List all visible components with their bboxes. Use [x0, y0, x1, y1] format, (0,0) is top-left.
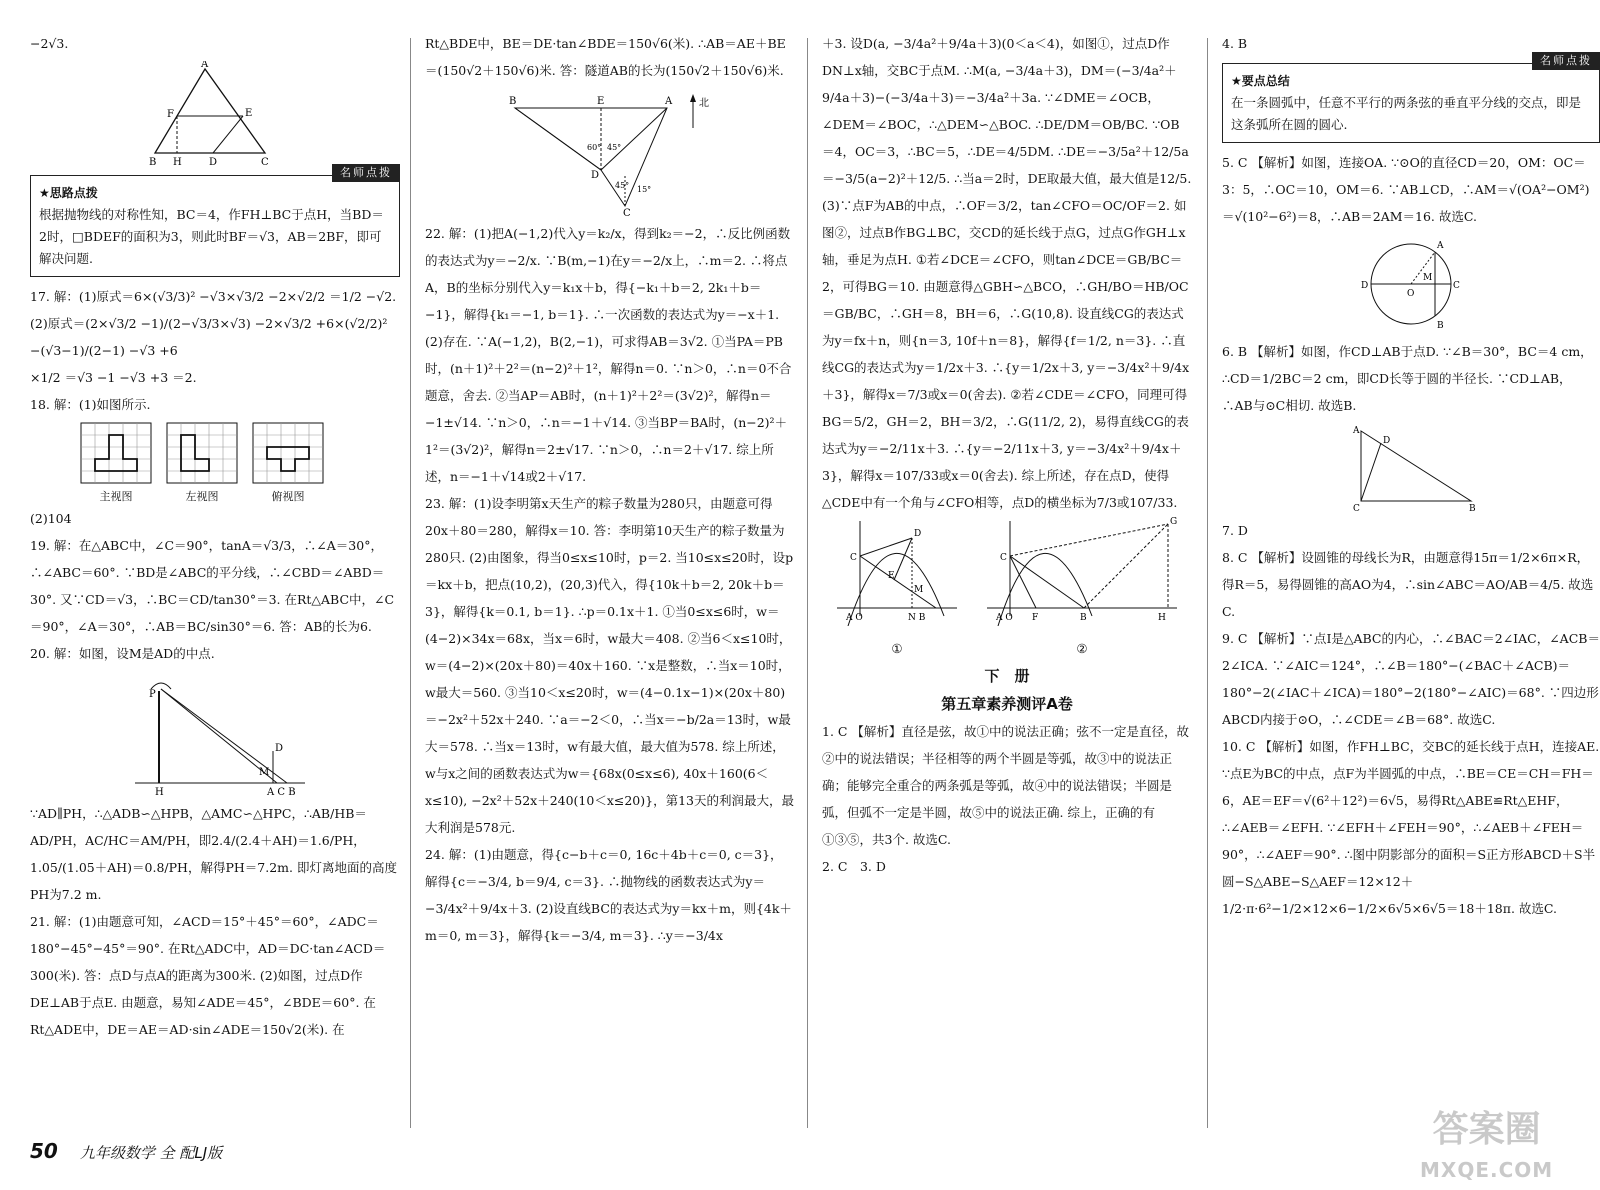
- q20-solution: ∵AD∥PH，∴△ADB∽△HPB，△AMC∽△HPC，∴AB/HB＝AD/PH，AC/HC＝AM/PH，即2.4/(2.4＋AH)＝1.6/PH，1.05/(1.05＋AH)＝0.8/PH，解得PH＝7.2m. 即灯离地面的高度PH为7.2 m.: [30, 806, 397, 902]
- test-title: 第五章素养测评A卷: [941, 695, 1073, 713]
- column-1: [30, 30, 400, 1120]
- svg-text:A O: A O: [846, 613, 863, 623]
- q24-continued: ＋3. 设D(a, −3/4a²＋9/4a＋3)(0＜a＜4)，如图①，过点D作DN⊥x轴，交BC于点M. ∴M(a, −3/4a＋3)，DM＝(−3/4a²＋9/4a＋3)−(−3/4a＋3)＝−3/4a²＋3a. ∵∠DME＝∠OCB，∠DEM＝∠BOC，∴△DEM∽△BOC. ∴DE/DM＝OB/BC. ∵OB＝4，OC＝3，∴BC＝5，∴DE＝4/5DM. ∴DE＝−3/5a²＋12/5a＝−3/5(a−2)²＋12/5. ∴当a＝2时，DE取最大值，最大值是12/5.: [822, 36, 1192, 186]
- q21-continued: Rt△BDE中，BE＝DE·tan∠BDE＝150√6(米). ∴AB＝AE＋BE＝(150√2＋150√6)米. 答：隧道AB的长为(150√2＋150√6)米.: [425, 36, 786, 78]
- top-view: [252, 422, 324, 505]
- svg-text:G: G: [1170, 517, 1178, 527]
- svg-text:B: B: [1437, 321, 1444, 331]
- q19: 19. 解：在△ABC中，∠C＝90°，tanA＝√3/3，∴∠A＝30°，∴∠ABC＝60°. ∵BD是∠ABC的平分线，∴∠CBD＝∠ABD＝30°. 又∵CD＝√3，∴BC＝CD/tan30°＝3. 在Rt△ABC中，∠C＝90°，∠A＝30°，∴AB＝BC/sin30°＝6. 答：AB的长为6.: [30, 538, 395, 634]
- tip-text: 根据抛物线的对称性知，BC＝4，作FH⊥BC于点H，当BD＝2时，□BDEF的面积为3，则此时BF＝√3，AB＝2BF，即可解决问题.: [39, 207, 384, 266]
- watermark-logo: [1420, 1110, 1553, 1190]
- figure-1-label: ①: [891, 641, 903, 656]
- q6: 6. B 【解析】如图，作CD⊥AB于点D. ∵∠B＝30°，BC＝4 cm，∴CD＝1/2BC＝2 cm，即CD长等于圆的半径长. ∵CD⊥AB，∴AB与⊙C相切. 故选B.: [1222, 344, 1593, 413]
- q23: 23. 解：(1)设李明第x天生产的粽子数量为280只，由题意可得20x＋80＝280，解得x＝10. 答：李明第10天生产的粽子数量为280只. (2)由图象，得当0≤x≤10时，p＝2. 当10≤x≤20时，设p＝kx＋b，把点(10,2)，(20,3)代入，得{10k＋b＝2, 20k＋b＝3}，解得{k＝0.1, b＝1}. ∴p＝0.1x＋1. ①当0≤x≤6时，w＝(4−2)×34x＝68x，当x＝6时，w最大＝408. ②当6＜x≤10时，w＝(4−2)×(20x＋80)＝40x＋160. ∵x是整数，∴当x＝10时，w最大＝560. ③当10＜x≤20时，w＝(4−0.1x−1)×(20x＋80)＝−2x²＋52x＋240. ∵a＝−2＜0，∴当x＝−b/2a＝13时，w最大＝578. ∴当x＝13时，w有最大值，最大值为578. 综上所述，w与x之间的函数表达式为w＝{68x(0≤x≤6), 40x＋160(6＜x≤10), −2x²＋52x＋240(10＜x≤20)}，第13天的利润最大，最大利润是578元.: [425, 496, 795, 835]
- svg-text:15°: 15°: [637, 185, 652, 194]
- svg-text:C: C: [261, 157, 269, 168]
- svg-text:H: H: [155, 787, 164, 796]
- q17-part1: 17. 解：(1)原式＝6×(√3/3)² −√3×√3/2 −2×√2/2 ＝1/2 −√2.: [30, 289, 397, 304]
- column-4: [1222, 30, 1600, 1120]
- q7: 7. D: [1222, 523, 1248, 538]
- svg-text:A: A: [665, 96, 673, 107]
- summary-box: [1222, 54, 1600, 143]
- svg-text:N B: N B: [908, 613, 926, 623]
- q24: 24. 解：(1)由题意，得{c−b＋c＝0, 16c＋4b＋c＝0, c＝3}，解得{c＝−3/4, b＝9/4, c＝3}. ∴抛物线的函数表达式为y＝−3/4x²＋9/4x＋3. (2)设直线BC的表达式为y＝kx＋m，则{4k＋m＝0, m＝3}，解得{k＝−3/4, m＝3}. ∴y＝−3/4x: [425, 847, 792, 943]
- q21: 21. 解：(1)由题意可知，∠ACD＝15°＋45°＝60°，∠ADC＝180°−45°−45°＝90°. 在Rt△ADC中，AD＝DC·tan∠ACD＝300(米). 答：点D与点A的距离为300米. (2)如图，过点D作DE⊥AB于点E. 由题意，易知∠ADE＝45°，∠BDE＝60°. 在Rt△ADE中，DE＝AE＝AD·sin∠ADE＝150√2(米). 在: [30, 914, 386, 1037]
- page-footer: [30, 1138, 222, 1167]
- svg-text:D: D: [1383, 436, 1391, 446]
- front-view: [80, 422, 152, 505]
- watermark-line1: 答案圈: [1432, 1109, 1541, 1150]
- svg-text:C: C: [850, 553, 857, 563]
- q8: 8. C 【解析】设圆锥的母线长为R，由题意得15π＝1/2×6π×R，得R＝5，易得圆锥的高AO为4，∴sin∠ABC＝AO/AB＝4/5. 故选C.: [1222, 550, 1594, 619]
- figure-1: [832, 516, 962, 662]
- svg-text:60°: 60°: [587, 143, 602, 152]
- column-3: [822, 30, 1192, 1120]
- q4: 4. B: [1222, 36, 1248, 51]
- svg-text:H: H: [1158, 613, 1166, 623]
- svg-text:C: C: [1453, 281, 1460, 291]
- svg-text:45°: 45°: [615, 181, 630, 190]
- q10: 10. C 【解析】如图，作FH⊥BC，交BC的延长线于点H，连接AE. ∵点E为BC的中点，点F为半圆弧的中点，∴BE＝CE＝CH＝FH＝6，AE＝EF＝√(6²＋12²)＝6√5，易得Rt△ABE≌Rt△EHF，∴∠AEB＝∠EFH. ∵∠EFH＋∠FEH＝90°，∴∠AEB＋∠FEH＝90°，∴∠AEF＝90°. ∴图中阴影部分的面积＝S正方形ABCD＋S半圆−S△ABE−S△AEF＝12×12＋1/2·π·6²−1/2×12×6−1/2×6√5×6√5＝18＋18π. 故选C.: [1222, 739, 1600, 916]
- parabola-figures: [822, 516, 1192, 662]
- svg-text:45°: 45°: [607, 143, 622, 152]
- svg-text:C: C: [1000, 553, 1007, 563]
- q18-part2: (2)104: [30, 511, 72, 526]
- right-triangle-figure: [1341, 423, 1481, 513]
- book-title: 九年级数学 全 配LJ版: [79, 1144, 223, 1162]
- svg-text:F: F: [1032, 613, 1039, 623]
- summary-title: ★要点总结: [1231, 74, 1290, 88]
- column-divider: [1207, 38, 1208, 1128]
- tunnel-figure: [495, 88, 725, 216]
- summary-tag: 名师点拨: [1532, 52, 1600, 70]
- q2-q3: 2. C 3. D: [822, 859, 886, 874]
- q5: 5. C 【解析】如图，连接OA. ∵⊙O的直径CD＝20，OM：OC＝3：5，∴OC＝10，OM＝6. ∵AB⊥CD，∴AM＝√(OA²−OM²)＝√(10²−6²)＝8，∴AB＝2AM＝16. 故选C.: [1222, 155, 1590, 224]
- svg-text:E: E: [597, 96, 605, 107]
- svg-text:D: D: [209, 157, 218, 168]
- q24-part3: (3)∵点F为AB的中点，∴OF＝3/2，tan∠CFO＝OC/OF＝2. 如图②，过点B作BG⊥BC，交CD的延长线于点G，过点G作GH⊥x轴，垂足为点H. ①若∠DCE＝∠CFO，则tan∠DCE＝GB/BC＝2，可得BG＝10. 由题意得△GBH∽△BCO，∴GH/BO＝HB/OC＝GB/BC，∴GH＝8，BH＝6，∴G(10,8). 设直线CG的表达式为y＝fx＋n，则{n＝3, 10f＋n＝8}，解得{f＝1/2, n＝3}. ∴直线CG的表达式为y＝1/2x＋3. ∴{y＝1/2x＋3, y＝−3/4x²＋9/4x＋3}，解得x＝7/3或x＝0(舍去). ②若∠CDE＝∠CFO，同理可得BG＝5/2，GH＝2，BH＝3/2，∴G(11/2, 2)，易得直线CG的表达式为y＝−2/11x＋3. ∴{y＝−2/11x＋3, y＝−3/4x²＋9/4x＋3}，解得x＝107/33或x＝0(舍去). 综上所述，存在点D，使得△CDE中有一个角与∠CFO相等，点D的横坐标为7/3或107/33.: [822, 198, 1190, 510]
- svg-text:A: A: [201, 61, 209, 70]
- svg-text:B: B: [1080, 613, 1087, 623]
- svg-text:A: A: [1437, 241, 1444, 251]
- figure-2: [982, 516, 1182, 662]
- summary-text: 在一条圆弧中，任意不平行的两条弦的垂直平分线的交点，即是这条弧所在圆的圆心.: [1231, 95, 1582, 132]
- tip-box: [30, 166, 400, 277]
- north-label: 北: [699, 98, 709, 109]
- svg-text:M: M: [914, 585, 924, 595]
- svg-text:B: B: [149, 157, 157, 168]
- figure-2-label: ②: [1076, 641, 1088, 656]
- svg-text:B: B: [509, 96, 517, 107]
- q18: 18. 解：(1)如图所示.: [30, 397, 151, 412]
- svg-text:C: C: [623, 208, 631, 216]
- svg-text:B: B: [1469, 504, 1476, 513]
- q20: 20. 解：如图，设M是AD的中点.: [30, 646, 215, 661]
- three-views: [80, 422, 400, 505]
- left-view-label: 左视图: [185, 490, 219, 503]
- q9: 9. C 【解析】∵点I是△ABC的内心，∴∠BAC＝2∠IAC，∠ACB＝2∠ICA. ∵∠AIC＝124°，∴∠B＝180°−(∠BAC＋∠ACB)＝180°−2(∠IAC＋∠ICA)＝180°−2(180°−∠AIC)＝68°. ∵四边形ABCD内接于⊙O，∴∠CDE＝∠B＝68°. 故选C.: [1222, 631, 1600, 727]
- svg-text:P: P: [149, 689, 156, 700]
- svg-text:E: E: [245, 108, 253, 119]
- triangle-figure: [135, 61, 295, 169]
- svg-text:D: D: [591, 170, 600, 181]
- svg-text:C: C: [1353, 504, 1360, 513]
- lamp-figure: [115, 671, 315, 796]
- svg-text:A O: A O: [996, 613, 1013, 623]
- svg-text:A: A: [1353, 426, 1360, 436]
- svg-text:D: D: [275, 743, 284, 754]
- watermark-line2: MXQE.COM: [1420, 1158, 1554, 1182]
- top-view-label: 俯视图: [271, 490, 305, 503]
- svg-text:M: M: [259, 767, 270, 778]
- svg-text:M: M: [1423, 273, 1433, 283]
- column-2: [425, 30, 795, 1120]
- page-number: 50: [30, 1139, 58, 1163]
- section-title: 下 册: [984, 667, 1030, 685]
- q1: 1. C 【解析】直径是弦，故①中的说法正确；弦不一定是直径，故②中的说法错误；半径相等的两个半圆是等弧，故③中的说法正确；能够完全重合的两条弧是等弧，故④中的说法错误；半圆是弧，但弧不一定是半圆，故⑤中的说法正确. 综上，正确的有①③⑤，共3个. 故选C.: [822, 724, 1189, 847]
- answer-line: −2√3.: [30, 36, 69, 51]
- svg-text:D: D: [1361, 281, 1369, 291]
- column-divider: [807, 38, 808, 1128]
- svg-text:H: H: [173, 157, 182, 168]
- svg-text:F: F: [167, 109, 174, 120]
- svg-text:A C B: A C B: [267, 787, 296, 796]
- q17-part3: ×1/2 ＝√3 −1 −√3 +3 ＝2.: [30, 370, 197, 385]
- svg-text:D: D: [914, 529, 922, 539]
- front-view-label: 主视图: [99, 490, 133, 503]
- left-view: [166, 422, 238, 505]
- q22: 22. 解：(1)把A(−1,2)代入y＝k₂/x，得到k₂＝−2，∴反比例函数的表达式为y＝−2/x. ∵B(m,−1)在y＝−2/x上，∴m＝2. ∴将点A，B的坐标分别代入y＝k₁x＋b，得{−k₁＋b＝2, 2k₁＋b＝−1}，解得{k₁＝−1, b＝1}. ∴一次函数的表达式为y＝−x＋1. (2)存在. ∵A(−1,2)，B(2,−1)，可求得AB＝3√2. ①当PA＝PB时，(n＋1)²＋2²＝(n−2)²＋1²，解得n＝0. ∵n＞0，∴n＝0不合题意，舍去. ②当AP＝AB时，(n＋1)²＋2²＝(3√2)²，解得n＝−1±√14. ∵n＞0，∴n＝−1＋√14. ③当BP＝BA时，(n−2)²＋1²＝(3√2)²，解得n＝2±√17. ∵n＞0，∴n＝2＋√17. 综上所述，n＝−1＋√14或2＋√17.: [425, 226, 792, 484]
- tip-title: ★思路点拨: [39, 186, 98, 200]
- circle-figure: [1351, 234, 1471, 334]
- svg-text:E: E: [888, 571, 895, 581]
- q17-part2: (2)原式＝(2×√3/2 −1)/(2−√3/3×√3) −2×√3/2 +6×(√2/2)² −(√3−1)/(2−1) −√3 +6: [30, 316, 388, 358]
- svg-text:O: O: [1407, 289, 1415, 299]
- tip-tag: 名师点拨: [332, 164, 400, 182]
- column-divider: [410, 38, 411, 1128]
